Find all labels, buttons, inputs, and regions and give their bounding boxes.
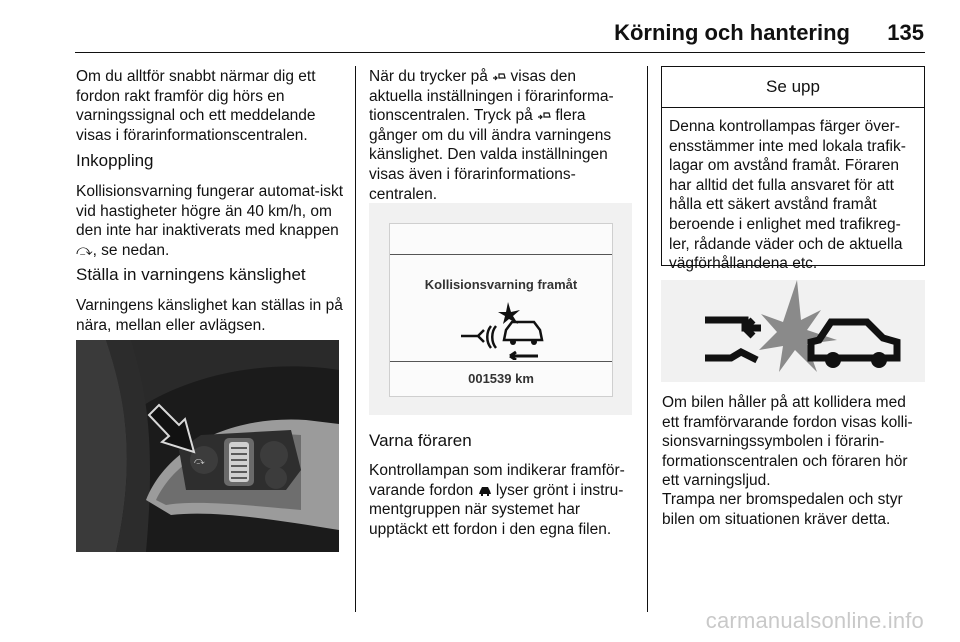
col2-paragraph [369,67,635,204]
collision-paragraph: Om bilen håller på att kollidera med ett framförvarande fordon visas kolli-sionsvarningssymbolen i förarin-formationscentralen och föraren hör ett varningsljud. [662,394,913,490]
paragraph-varna-foraren [369,461,635,539]
display-screen [389,223,613,397]
varna-line-3: mentgruppen när systemet har [369,501,581,519]
caution-notice-title: Se upp [662,67,924,108]
column-rule-1 [355,66,356,612]
collision-sensitivity-icon [537,111,551,121]
caution-notice-body: Denna kontrollampas färger över-ensstämmer inte med lokala trafik-lagar om avstånd framåt. Föraren har alltid det fulla ansvaret för att hålla ett säkert avstånd framåt beroende i enlighet med trafikreg-ler, rådande väder och de aktuella vägförhållandena etc. [669,118,906,273]
collision-symbol-figure [661,280,925,382]
col2-line-3-a: tionscentralen. Tryck på [369,107,533,125]
col2-line-3-b: flera [555,107,586,125]
source-credit: carmanualsonline.info [705,608,924,633]
heading-stalla-in: Ställa in varningens känslighet [76,265,306,284]
paragraph-inkoppling: Kollisionsvarning fungerar automat-iskt vid hastigheter högre än 40 km/h, om den inte har inaktiverats med knappen ⤼, se nedan. [76,183,344,259]
varna-line-2-b: lyser grönt i instru- [495,481,624,499]
display-title: Kollisionsvarning framåt [424,277,578,292]
col2-line-2: aktuella inställningen i förarinforma- [369,87,614,105]
svg-text:⤼: ⤼ [194,456,205,467]
col2-line-6: visas även i förarinformations- [369,165,576,183]
column-rule-2 [647,66,648,612]
display-rule-top [390,254,612,255]
caution-notice-box [661,66,925,273]
vehicle-ahead-icon [478,486,492,496]
varna-line-4: upptäckt ett fordon i den egna filen. [369,520,612,538]
forward-collision-alert-icon [458,302,548,360]
header-rule [75,52,925,53]
display-rule-bottom [390,361,612,362]
col2-line-1-a: När du trycker på [369,68,488,85]
display-odometer: 001539 km [468,371,534,386]
col2-line-1 [369,67,635,87]
heading-varna-foraren: Varna föraren [369,431,472,450]
col2-line-1-b: visas den [510,68,576,85]
brake-paragraph: Trampa ner bromspedalen och styr bilen om situationen kräver detta. [662,491,903,528]
varna-line-2 [369,481,635,501]
varna-line-2-a: varande fordon [369,481,474,499]
running-header-title: Körning och hantering [614,20,850,45]
varna-line-1: Kontrollampan som indikerar framför- [369,462,625,479]
heading-inkoppling: Inkoppling [76,151,154,170]
collision-warning-symbol-icon [661,280,925,382]
col2-line-5: känslighet. Den valda inställningen [369,146,608,164]
page-number: 135 [887,20,924,45]
collision-sensitivity-icon [492,72,506,82]
steering-wheel-photo [76,340,339,552]
col2-line-7: centralen. [369,185,438,203]
driver-info-display-figure [369,203,632,415]
col2-line-3 [369,106,635,126]
col2-line-4: gånger om du vill ändra varningens [369,126,612,144]
paragraph-stalla-in: Varningens känslighet kan ställas in på nära, mellan eller avlägsen. [76,297,343,334]
intro-paragraph: Om du alltför snabbt närmar dig ett fordon rakt framför dig hörs en varningssignal och ett meddelande visas i förarinformationscentralen. [76,68,316,144]
